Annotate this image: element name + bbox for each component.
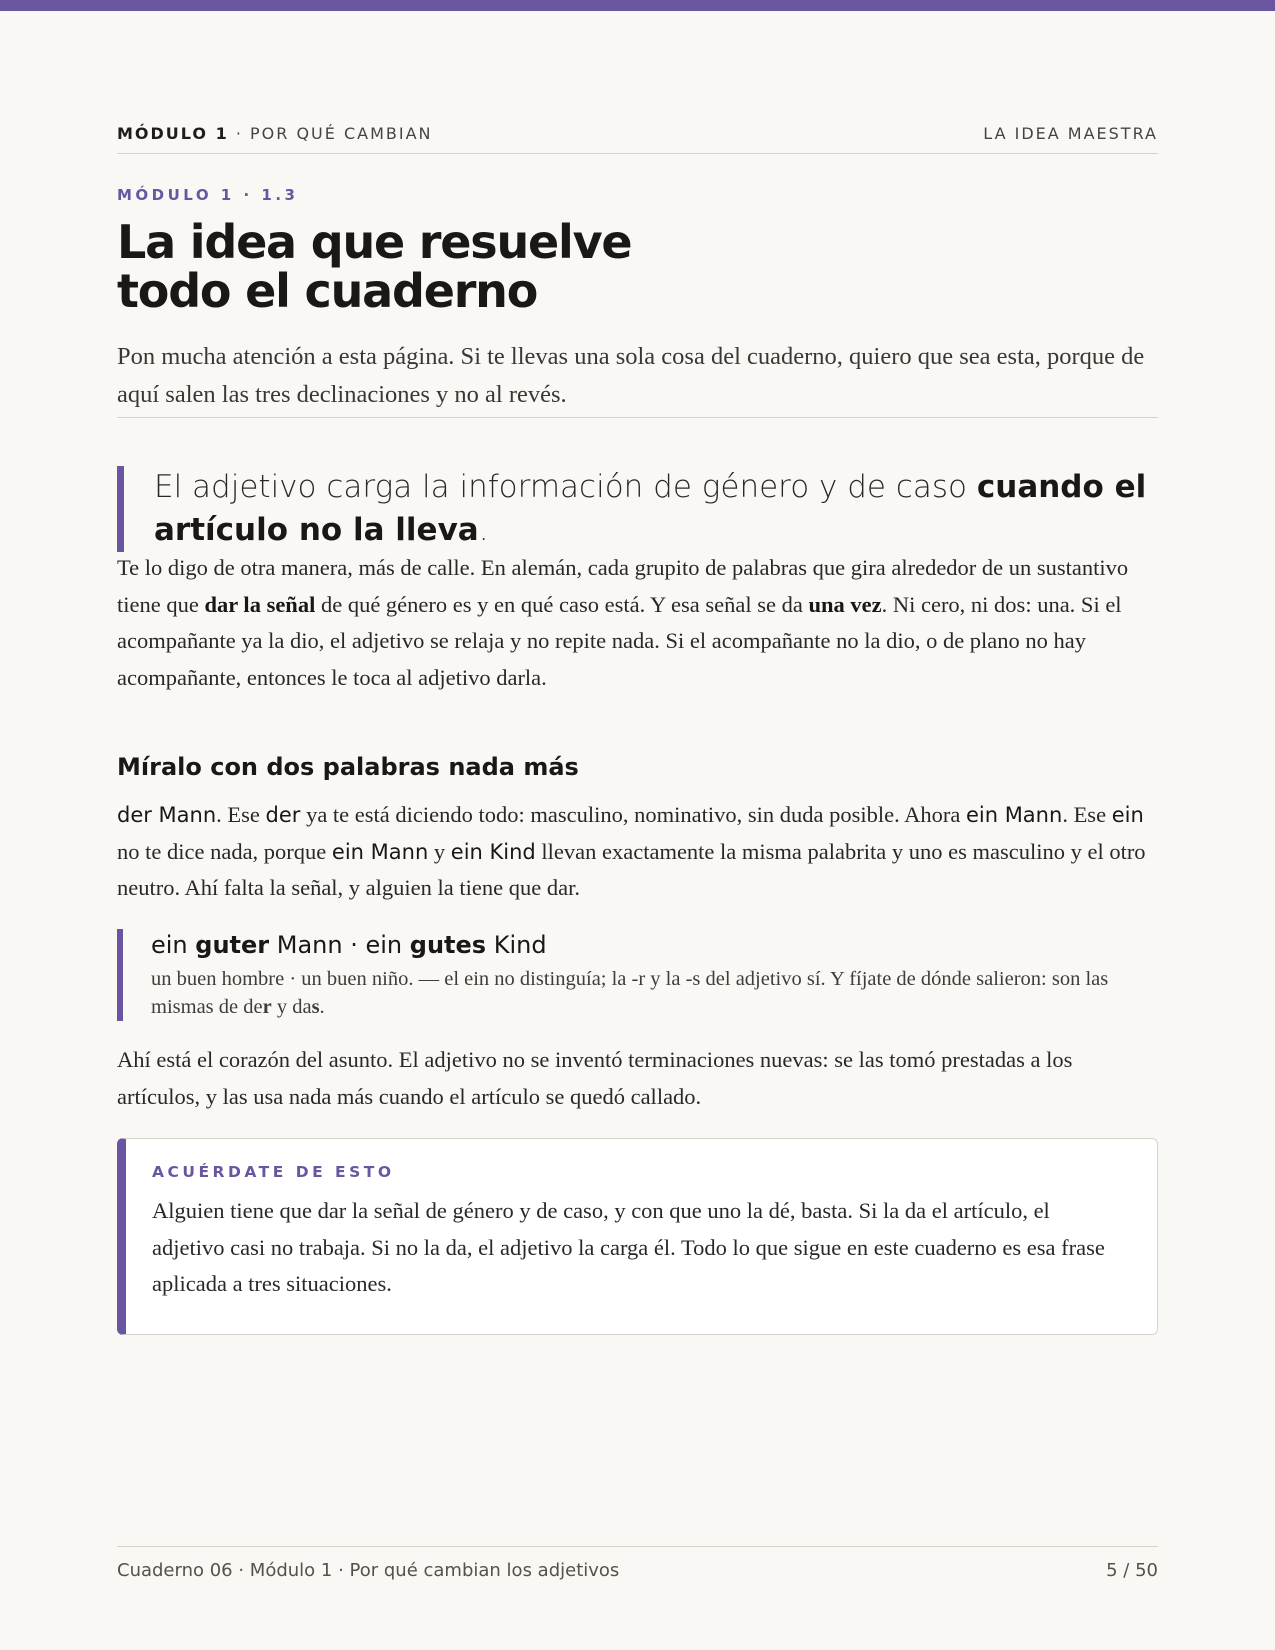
example-block: [117, 929, 1158, 1021]
thesis-quote: [117, 466, 1158, 552]
gloss-text: y da: [271, 996, 312, 1018]
callout-label: ACUÉRDATE DE ESTO: [152, 1163, 395, 1181]
callout-text: Alguien tiene que dar la señal de género y de caso, y con que uno la dé, basta. Si la da el artículo, el adjetivo casi no trabaja. Si no la da, el adjetivo la carga él. Todo lo que sigue en este cuaderno es esa frase aplicada a tres situaciones.: [152, 1198, 1105, 1296]
paragraph-1: [117, 550, 1158, 696]
paragraph-3: Ahí está el corazón del asunto. El adjetivo no se inventó terminaciones nuevas: se las tomó prestadas a los artículos, y las usa nada más cuando el artículo se quedó callado.: [117, 1047, 1073, 1109]
page-footer: [117, 1560, 1158, 1581]
para2-text: . Ese: [1062, 802, 1112, 827]
gloss-ending-r: r: [262, 996, 272, 1018]
section-eyebrow: MÓDULO 1 · 1.3: [117, 186, 299, 204]
thesis-text: El adjetivo carga la información de género y de caso: [154, 469, 977, 505]
footer-rule: [117, 1546, 1158, 1547]
example-noun: Mann: [269, 931, 343, 959]
german-term: der: [265, 803, 301, 827]
top-accent-bar: [0, 0, 1275, 11]
footer-title: Cuaderno 06 · Módulo 1 · Por qué cambian los adjetivos: [117, 1560, 620, 1581]
header-module: MÓDULO 1: [117, 124, 229, 143]
header-rule: [117, 153, 1158, 154]
german-term: der Mann: [117, 803, 217, 827]
example-noun: Kind: [486, 931, 547, 959]
thesis-end: .: [478, 512, 489, 548]
page-number: 5 / 50: [1106, 1560, 1158, 1581]
running-header: [117, 124, 1158, 143]
german-term: ein Mann: [965, 803, 1063, 827]
example-adjective: gutes: [409, 931, 487, 959]
lede-rule: [117, 417, 1158, 418]
example-article: ein: [365, 931, 410, 959]
thesis-bold: cuando el artículo no la lleva: [154, 469, 1147, 548]
para2-text: no te dice nada, porque: [117, 838, 332, 864]
gloss-text: un buen hombre · un buen niño. — el ein no distinguía; la -r y la -s del adjetivo sí. Y fíjate de dónde salieron: son las mismas de de: [151, 968, 1109, 1018]
header-separator: ·: [235, 124, 243, 143]
example-adjective: guter: [195, 931, 270, 959]
gloss-ending-s: s: [311, 996, 320, 1018]
subheading: Míralo con dos palabras nada más: [117, 753, 579, 781]
page-title: [117, 215, 917, 318]
example-article: ein: [151, 931, 196, 959]
header-right: LA IDEA MAESTRA: [983, 124, 1158, 143]
title-line-1: La idea que resuelve: [117, 215, 632, 269]
para1-text-3: . Ni cero, ni dos: una. Si el acompañante ya la dio, el adjetivo se relaja y no repite nada. Si el acompañante no la dio, o de plano no hay acompañante, entonces le toca al adjetivo darla.: [117, 591, 1122, 690]
german-term: ein Mann: [331, 839, 429, 864]
german-term: ein: [1111, 803, 1144, 827]
para2-text: llevan exactamente la misma palabrita y uno es masculino y el otro neutro. Ahí falta la señal, y alguien la tiene que dar.: [117, 838, 1146, 900]
gloss-text: .: [319, 996, 325, 1018]
para1-text-2: de qué género es y en qué caso está. Y esa señal se da: [315, 591, 809, 617]
para2-text: . Ese: [216, 802, 266, 827]
lede-paragraph: Pon mucha atención a esta página. Si te llevas una sola cosa del cuaderno, quiero que sea esta, porque de aquí salen las tres declinaciones y no al revés.: [117, 343, 1145, 408]
remember-callout: [117, 1138, 1158, 1335]
german-term: ein Kind: [450, 839, 536, 864]
para1-text-1: Te lo digo de otra manera, más de calle. En alemán, cada grupito de palabras que gira alrededor de un sustantivo tiene que: [117, 555, 1129, 617]
para2-text: ya te está diciendo todo: masculino, nominativo, sin duda posible. Ahora: [300, 802, 966, 827]
running-header-left: [117, 124, 433, 143]
title-line-2: todo el cuaderno: [117, 264, 538, 318]
paragraph-2: [117, 797, 1158, 907]
para1-bold-2: una vez: [808, 591, 882, 617]
example-gloss: [151, 965, 1158, 1021]
para2-text: y: [428, 838, 451, 864]
example-separator: ·: [342, 931, 366, 959]
header-section: POR QUÉ CAMBIAN: [250, 124, 433, 143]
para1-bold-1: dar la señal: [204, 591, 316, 617]
example-phrases: [151, 929, 1158, 961]
